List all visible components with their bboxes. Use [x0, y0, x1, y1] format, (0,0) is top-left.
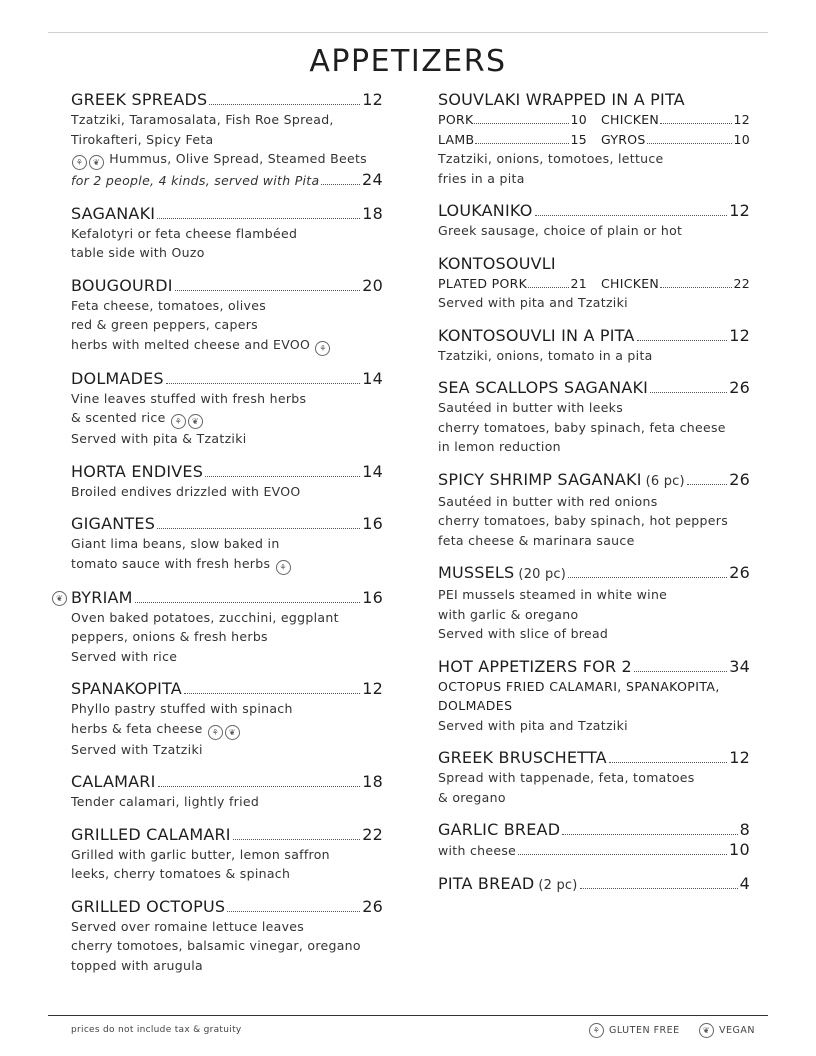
menu-item-gigantes [71, 513, 383, 575]
item-price: 12 [729, 325, 750, 345]
menu-item-sea-scallops [438, 377, 750, 457]
menu-item-dolmades [71, 368, 383, 449]
item-price: 34 [729, 656, 750, 676]
sub-label: GYROS [601, 131, 646, 147]
menu-item-grilled-octopus [71, 896, 383, 976]
item-desc-text: Hummus, Olive Spread, Steamed Beets [109, 151, 367, 166]
item-name: BYRIAM [71, 587, 133, 607]
item-price: 26 [362, 896, 383, 916]
item-name: GRILLED OCTOPUS [71, 896, 226, 916]
legend-vegan [698, 1023, 755, 1038]
item-desc: Served with pita and Tzatziki [438, 295, 628, 310]
item-desc-text: & scented rice [71, 410, 166, 425]
item-desc: with garlic & oregano [438, 606, 579, 622]
menu-item-bougourdi [71, 275, 383, 356]
wheat-icon: ⚘ [276, 560, 291, 575]
item-desc-text: tomato sauce with fresh herbs [71, 555, 271, 571]
item-caps-desc: OCTOPUS FRIED CALAMARI, SPANAKOPITA, [438, 678, 720, 694]
item-desc: cherry tomatoes, baby spinach, feta cheese [438, 419, 726, 435]
item-desc-text: for 2 people, 4 kinds, served with Pita [71, 173, 320, 188]
sub-price: 10 [570, 112, 587, 127]
menu-item-souvlaki [438, 89, 750, 188]
item-name: KONTOSOUVLI IN A PITA [438, 325, 635, 345]
item-desc: Vine leaves stuffed with fresh herbs [71, 390, 307, 406]
item-price: 26 [729, 563, 750, 582]
top-rule [48, 32, 768, 33]
item-caps-desc: DOLMADES [438, 698, 513, 713]
item-qty: (6 pc) [645, 473, 685, 489]
menu-item-grilled-calamari [71, 824, 383, 884]
item-name: HORTA ENDIVES [71, 461, 204, 481]
wheat-icon: ⚘ [171, 414, 186, 429]
item-desc [71, 149, 383, 170]
item-desc-text: with cheese [438, 843, 517, 858]
item-name: GIGANTES [71, 514, 156, 533]
item-desc: Giant lima beans, slow baked in [71, 536, 280, 551]
item-name: GARLIC BREAD [438, 820, 561, 839]
bottom-rule [48, 1015, 768, 1016]
sub-price: 21 [570, 275, 587, 291]
sub-label: LAMB [438, 131, 475, 147]
item-desc: Tender calamari, lightly fried [71, 794, 260, 809]
item-desc: feta cheese & marinara sauce [438, 532, 635, 548]
item-desc: cherry tomotoes, balsamic vinegar, oregano [71, 938, 361, 953]
item-desc-text: herbs with melted cheese and EVOO [71, 336, 311, 352]
item-desc: Tzatziki, Taramosalata, Fish Roe Spread, [71, 112, 334, 127]
item-desc: & oregano [438, 789, 506, 805]
item-name: MUSSELS [438, 563, 515, 582]
item-desc: fries in a pita [438, 170, 525, 186]
item-desc: Grilled with garlic butter, lemon saffron [71, 846, 330, 862]
wheat-icon: ⚘ [589, 1023, 604, 1038]
menu-item-mussels [438, 562, 750, 644]
item-desc: leeks, cherry tomatoes & spinach [71, 866, 291, 881]
item-desc: in lemon reduction [438, 439, 561, 454]
item-desc-text: herbs & feta cheese [71, 720, 203, 736]
sub-label: CHICKEN [601, 112, 660, 127]
sub-price-row [438, 130, 750, 150]
item-desc: Oven baked potatoes, zucchini, eggplant [71, 609, 339, 625]
item-desc: Served with slice of bread [438, 626, 609, 641]
item-desc: Served with pita and Tzatziki [438, 717, 628, 733]
item-desc: Tzatziki, onions, tomato in a pita [438, 347, 653, 363]
sub-price: 10 [733, 131, 750, 147]
item-price: 12 [729, 748, 750, 767]
leaf-icon: ❦ [699, 1023, 714, 1038]
item-desc: cherry tomatoes, baby spinach, hot peppers [438, 513, 729, 528]
item-desc: Tirokafteri, Spicy Feta [71, 131, 214, 147]
menu-item-spicy-shrimp [438, 469, 750, 551]
wheat-icon: ⚘ [208, 725, 223, 740]
wheat-icon: ⚘ [315, 341, 330, 356]
item-name: HOT APPETIZERS FOR 2 [438, 656, 632, 676]
legend-gluten-free [588, 1023, 680, 1038]
item-desc: Served with rice [71, 648, 178, 664]
sub-label: PORK [438, 112, 474, 127]
item-qty: (2 pc) [538, 877, 578, 893]
item-desc: Served over romaine lettuce leaves [71, 918, 305, 934]
left-column [56, 89, 383, 987]
menu-item-horta-endives [71, 461, 383, 502]
item-desc [71, 719, 383, 740]
item-name: PITA BREAD [438, 873, 535, 893]
leaf-icon: ❦ [188, 414, 203, 429]
item-name: LOUKANIKO [438, 201, 533, 220]
leaf-icon: ❦ [225, 725, 240, 740]
item-desc [71, 335, 383, 356]
item-price: 18 [362, 203, 383, 223]
item-desc: Sautéed in butter with leeks [438, 400, 624, 415]
item-price: 12 [729, 201, 750, 220]
item-desc: Broiled endives drizzled with EVOO [71, 483, 301, 499]
sub-price: 15 [570, 131, 587, 147]
leaf-icon: ❦ [52, 591, 67, 606]
item-price: 20 [362, 275, 383, 295]
item-price: 18 [362, 772, 383, 791]
sub-label: PLATED PORK [438, 275, 528, 291]
item-price: 24 [362, 170, 383, 189]
item-desc: Sautéed in butter with red onions [438, 493, 658, 509]
sub-price: 12 [733, 112, 750, 127]
item-name: GREEK SPREADS [71, 90, 208, 109]
item-price: 14 [362, 461, 383, 481]
item-price: 16 [362, 587, 383, 607]
item-name: DOLMADES [71, 368, 164, 388]
item-price: 10 [729, 840, 750, 859]
leaf-icon: ❦ [89, 155, 104, 170]
menu-item-hot-appetizers [438, 656, 750, 736]
footer-note: prices do not include tax & gratuity [71, 1025, 242, 1035]
item-desc: Greek sausage, choice of plain or hot [438, 223, 683, 238]
item-price: 12 [362, 679, 383, 698]
item-qty: (20 pc) [518, 567, 567, 582]
legend-label: VEGAN [719, 1025, 755, 1036]
item-name: CALAMARI [71, 772, 156, 791]
item-desc: topped with arugula [71, 957, 203, 973]
item-desc: peppers, onions & fresh herbs [71, 629, 268, 644]
item-price: 26 [729, 378, 750, 397]
item-price: 16 [362, 514, 383, 533]
sub-price-row [438, 274, 750, 294]
item-price: 8 [739, 820, 750, 839]
item-desc [71, 554, 383, 575]
item-desc-italic [71, 170, 383, 191]
menu-item-kontosouvli-pita [438, 325, 750, 366]
item-price: 4 [739, 873, 750, 893]
menu-item-kontosouvli [438, 253, 750, 313]
sub-price-row [438, 110, 750, 130]
menu-item-greek-bruschetta [438, 747, 750, 807]
item-desc: red & green peppers, capers [71, 317, 258, 332]
item-name: GRILLED CALAMARI [71, 824, 231, 844]
item-desc: Served with pita & Tzatziki [71, 431, 247, 446]
item-desc: Kefalotyri or feta cheese flambéed [71, 225, 298, 241]
menu-item-pita-bread [438, 873, 750, 896]
item-name: KONTOSOUVLI [438, 253, 556, 273]
item-desc [71, 408, 383, 429]
item-price: 22 [362, 824, 383, 844]
menu-item-byriam [56, 587, 383, 667]
item-price: 12 [362, 90, 383, 109]
item-desc: table side with Ouzo [71, 245, 205, 260]
item-name: SEA SCALLOPS SAGANAKI [438, 378, 649, 397]
item-desc: Served with Tzatziki [71, 741, 203, 757]
menu-item-greek-spreads [71, 89, 383, 191]
item-price: 14 [362, 368, 383, 388]
sub-label: CHICKEN [601, 275, 660, 291]
menu-item-loukaniko [438, 200, 750, 241]
item-name: SOUVLAKI WRAPPED IN A PITA [438, 90, 685, 109]
right-column [438, 89, 750, 908]
menu-item-garlic-bread [438, 819, 750, 861]
sub-price: 22 [733, 275, 750, 291]
item-desc-with-price [438, 840, 750, 861]
menu-item-calamari [71, 771, 383, 812]
item-desc: Phyllo pastry stuffed with spinach [71, 701, 293, 716]
item-name: SAGANAKI [71, 203, 156, 223]
item-name: BOUGOURDI [71, 275, 173, 295]
item-desc: Tzatziki, onions, tomotoes, lettuce [438, 151, 664, 166]
legend-label: GLUTEN FREE [609, 1025, 680, 1036]
item-name: SPANAKOPITA [71, 679, 182, 698]
menu-item-spanakopita [71, 678, 383, 759]
item-price: 26 [729, 469, 750, 489]
item-name: SPICY SHRIMP SAGANAKI [438, 469, 642, 489]
wheat-icon: ⚘ [72, 155, 87, 170]
menu-item-saganaki [71, 203, 383, 263]
item-desc: PEI mussels steamed in white wine [438, 587, 668, 602]
page-title: APPETIZERS [309, 44, 507, 79]
item-name: GREEK BRUSCHETTA [438, 748, 607, 767]
item-desc: Spread with tappenade, feta, tomatoes [438, 770, 695, 785]
item-desc: Feta cheese, tomatoes, olives [71, 297, 267, 313]
